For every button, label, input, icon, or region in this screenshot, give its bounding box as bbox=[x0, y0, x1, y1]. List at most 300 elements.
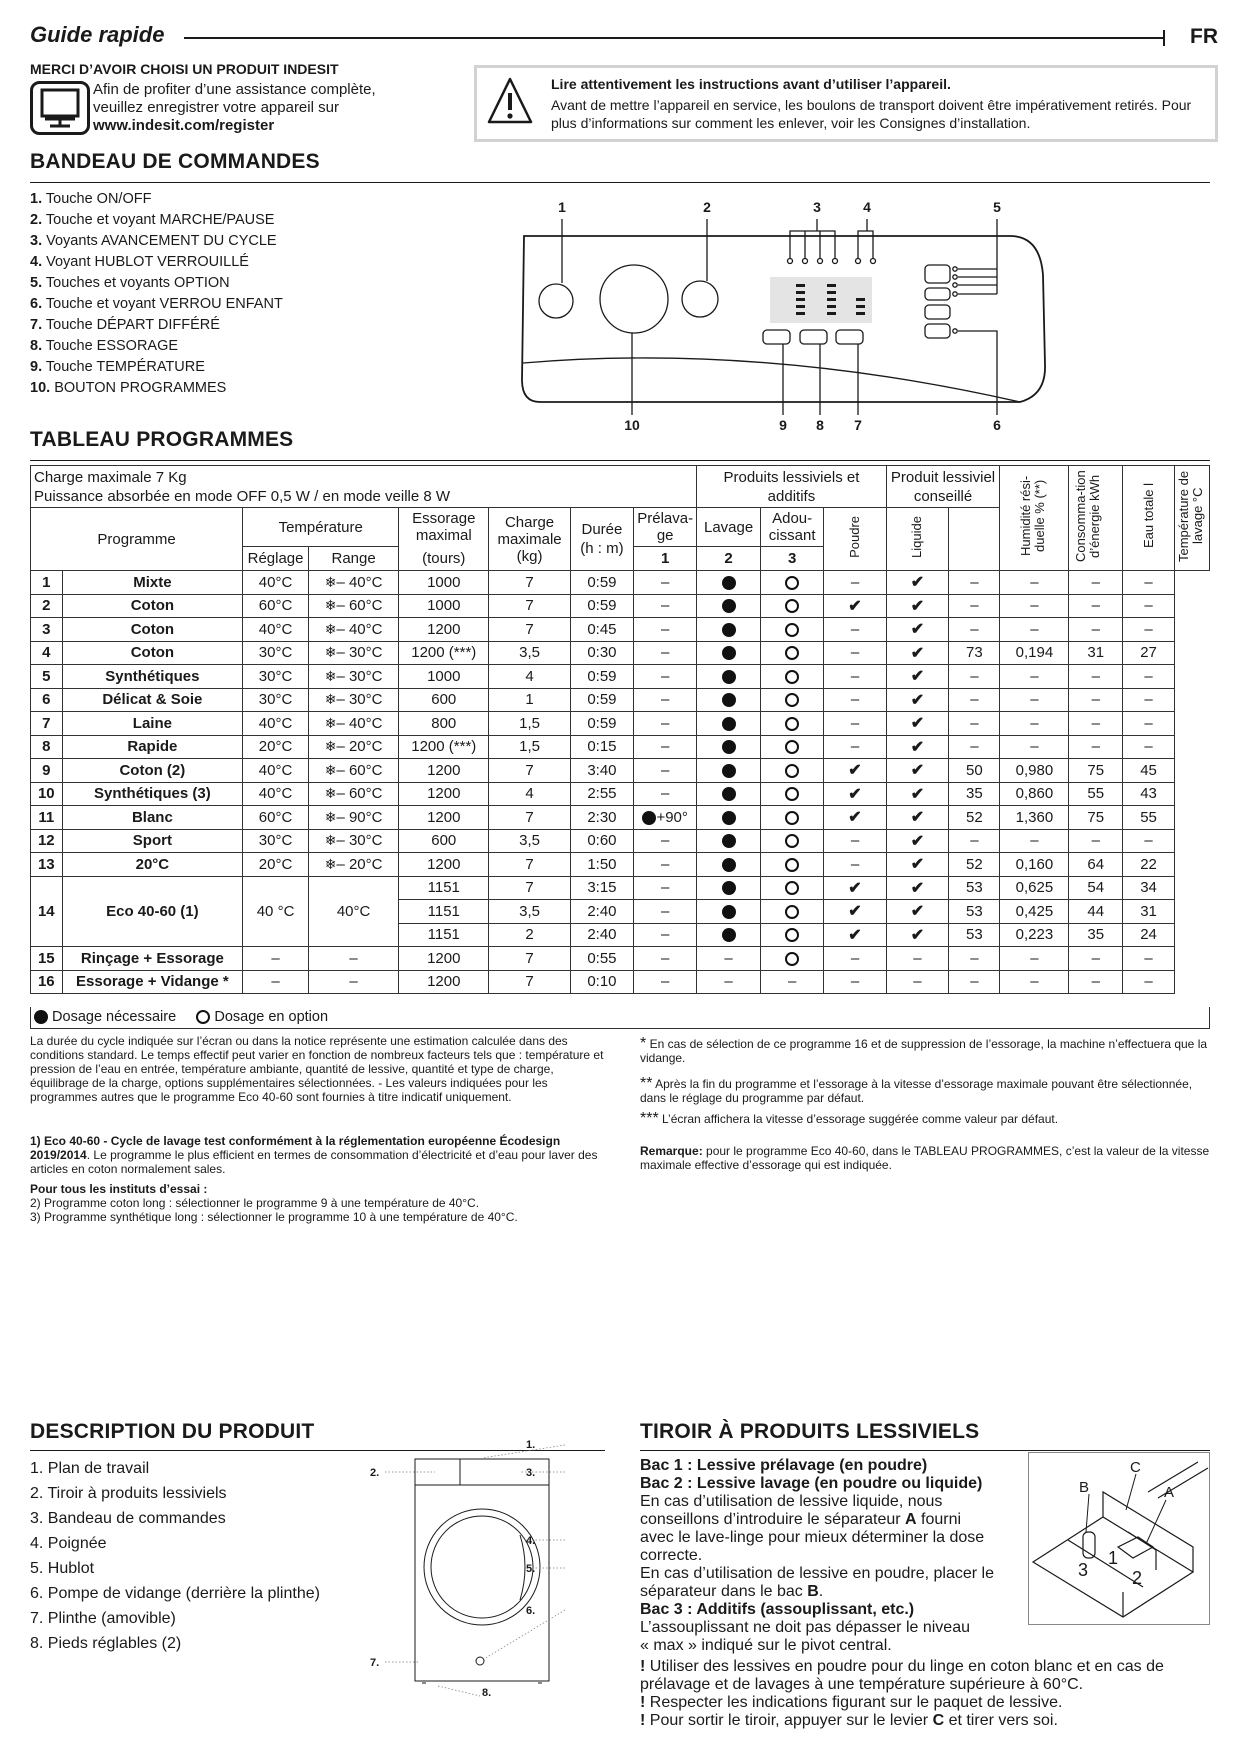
table-compartment-1: 1 bbox=[634, 547, 697, 571]
control-item: 2. Touche et voyant MARCHE/PAUSE bbox=[30, 212, 275, 228]
controls-section-title: BANDEAU DE COMMANDES bbox=[30, 150, 320, 173]
table-cell bbox=[760, 665, 824, 689]
table-cell: 7 bbox=[489, 876, 570, 900]
table-cell: 0:59 bbox=[570, 688, 633, 712]
table-wash-header: Lavage bbox=[697, 508, 761, 547]
table-cell bbox=[760, 735, 824, 759]
table-cell bbox=[697, 759, 761, 783]
table-cell bbox=[697, 594, 761, 618]
table-cell: Synthétiques (3) bbox=[62, 782, 243, 806]
table-cell: 1200 (***) bbox=[399, 641, 489, 665]
register-link[interactable]: www.indesit.com/register bbox=[93, 117, 275, 134]
cold-snowflake-icon: ❄ bbox=[324, 620, 337, 637]
test-note-1: 2) Programme coton long : sélectionner le programme 9 à une température de 40°C. bbox=[30, 1196, 480, 1210]
table-cell: 0,160 bbox=[1000, 853, 1069, 877]
table-cell: – bbox=[1000, 829, 1069, 853]
cold-snowflake-icon: ❄ bbox=[324, 667, 337, 684]
table-cell: 7 bbox=[489, 853, 570, 877]
table-section-title: TABLEAU PROGRAMMES bbox=[30, 428, 294, 451]
table-row bbox=[31, 947, 1210, 971]
table-cell: – bbox=[1069, 688, 1123, 712]
required-dose-icon bbox=[642, 811, 656, 825]
callout-3: 3 bbox=[813, 199, 821, 215]
callout-4: 4 bbox=[863, 199, 871, 215]
table-cell: – bbox=[949, 594, 1000, 618]
cold-snowflake-icon: ❄ bbox=[324, 785, 337, 802]
table-cell: – bbox=[308, 947, 398, 971]
table-duration-header: Durée (h : m) bbox=[570, 508, 633, 571]
table-cell: Mixte bbox=[62, 571, 243, 595]
cold-snowflake-icon: ❄ bbox=[324, 832, 337, 849]
table-cell: 40°C bbox=[243, 618, 309, 642]
check-icon: ✔ bbox=[910, 597, 925, 615]
bac2-title: Bac 2 : Lessive lavage (en poudre ou liquide) bbox=[640, 1475, 983, 1492]
table-cell bbox=[886, 806, 949, 830]
table-cell bbox=[824, 806, 886, 830]
control-item: 10. BOUTON PROGRAMMES bbox=[30, 380, 227, 396]
header-rule-cap bbox=[1163, 30, 1165, 46]
table-cell bbox=[697, 900, 761, 924]
table-cell: – bbox=[1000, 712, 1069, 736]
table-row bbox=[31, 782, 1210, 806]
table-cell bbox=[697, 618, 761, 642]
table-cell: – bbox=[1000, 970, 1069, 994]
table-cell: Coton (2) bbox=[62, 759, 243, 783]
warning-icon bbox=[487, 76, 533, 126]
table-prewash-header: Prélavage bbox=[634, 508, 697, 547]
check-icon: ✔ bbox=[910, 926, 925, 944]
table-compartment-2: 2 bbox=[697, 547, 761, 571]
table-cell bbox=[824, 594, 886, 618]
table-cell: Essorage + Vidange * bbox=[62, 970, 243, 994]
table-cell: 55 bbox=[1069, 782, 1123, 806]
table-cell: 15 bbox=[31, 947, 63, 971]
table-cell: 3,5 bbox=[489, 641, 570, 665]
table-cell: – bbox=[1123, 594, 1175, 618]
table-cell: 34 bbox=[1123, 876, 1175, 900]
table-cell: 22 bbox=[1123, 853, 1175, 877]
table-row bbox=[31, 641, 1210, 665]
table-cell bbox=[697, 829, 761, 853]
required-dose-icon bbox=[722, 905, 736, 919]
table-cell: 35 bbox=[949, 782, 1000, 806]
table-cell: 35 bbox=[1069, 923, 1123, 947]
table-cell: – bbox=[949, 735, 1000, 759]
footnote-1: * En cas de sélection de ce programme 16 et de suppression de l’essorage, la machine n’effectuera que la vidange. bbox=[640, 1035, 1208, 1065]
table-cell: 75 bbox=[1069, 806, 1123, 830]
cold-snowflake-icon: ❄ bbox=[324, 714, 337, 731]
table-cell bbox=[760, 759, 824, 783]
table-cell bbox=[824, 876, 886, 900]
table-cell: – bbox=[824, 641, 886, 665]
table-cell: – bbox=[1000, 735, 1069, 759]
legend-optional: Dosage en option bbox=[214, 1009, 329, 1025]
detergent-drawer-diagram bbox=[1028, 1452, 1210, 1625]
control-item: 7. Touche DÉPART DIFFÉRÉ bbox=[30, 317, 220, 333]
table-cell: 1200 (***) bbox=[399, 735, 489, 759]
table-cell: – bbox=[1000, 947, 1069, 971]
table-cell bbox=[760, 594, 824, 618]
table-cell: 73 bbox=[949, 641, 1000, 665]
table-cell bbox=[697, 876, 761, 900]
table-load-header: Charge maximale (kg) bbox=[489, 508, 570, 571]
table-cell: 7 bbox=[489, 759, 570, 783]
description-item: 3. Bandeau de commandes bbox=[30, 1510, 226, 1527]
callout-7: 7 bbox=[854, 417, 862, 433]
table-cell: – bbox=[634, 782, 697, 806]
table-cell: 1000 bbox=[399, 571, 489, 595]
table-cell bbox=[824, 900, 886, 924]
table-cell: 55 bbox=[1123, 806, 1175, 830]
table-cell: ❄– 60°C bbox=[308, 759, 398, 783]
check-icon: ✔ bbox=[910, 621, 925, 639]
drawer-label-A: A bbox=[1164, 1484, 1175, 1501]
check-icon: ✔ bbox=[910, 809, 925, 827]
table-cell: 600 bbox=[399, 829, 489, 853]
check-icon: ✔ bbox=[910, 832, 925, 850]
table-spin-header: Essorage maximal bbox=[399, 508, 489, 547]
table-cell: – bbox=[824, 947, 886, 971]
drawer-section-rule bbox=[640, 1450, 1210, 1451]
table-cell: +90° bbox=[634, 806, 697, 830]
table-legend bbox=[30, 1007, 1210, 1029]
table-cell: – bbox=[824, 853, 886, 877]
drawer-warning-2: ! Respecter les indications figurant sur le paquet de lessive. bbox=[640, 1694, 1063, 1711]
table-cell: 0,194 bbox=[1000, 641, 1069, 665]
table-cell: ❄– 60°C bbox=[308, 594, 398, 618]
cold-snowflake-icon: ❄ bbox=[324, 761, 337, 778]
table-row bbox=[31, 876, 1210, 900]
table-cell: ❄– 30°C bbox=[308, 641, 398, 665]
check-icon: ✔ bbox=[848, 809, 862, 827]
table-cell: 50 bbox=[949, 759, 1000, 783]
table-cell: – bbox=[634, 829, 697, 853]
register-text-line-1: Afin de profiter d’une assistance complète, bbox=[93, 81, 376, 98]
table-cell: ❄– 20°C bbox=[308, 853, 398, 877]
table-cell bbox=[886, 759, 949, 783]
table-cell bbox=[697, 712, 761, 736]
check-icon: ✔ bbox=[848, 597, 862, 615]
table-spin-unit-header: (tours) bbox=[399, 547, 489, 571]
table-cell: 3:40 bbox=[570, 759, 633, 783]
table-cell: 40 °C bbox=[243, 876, 309, 947]
optional-dose-icon bbox=[785, 787, 799, 801]
drawer-text: En cas d’utilisation de lessive en poudre, placer le bbox=[640, 1565, 994, 1582]
table-cell: 7 bbox=[489, 970, 570, 994]
washing-machine-diagram bbox=[360, 1440, 610, 1700]
table-cell: – bbox=[243, 970, 309, 994]
table-cell: – bbox=[949, 665, 1000, 689]
drawer-text: « max » indiqué sur le pivot central. bbox=[640, 1637, 892, 1654]
table-cell bbox=[697, 571, 761, 595]
table-cell: – bbox=[824, 618, 886, 642]
table-liquid-header: Liquide bbox=[886, 508, 949, 571]
table-cell: Sport bbox=[62, 829, 243, 853]
check-icon: ✔ bbox=[848, 926, 862, 944]
required-dose-icon bbox=[722, 787, 736, 801]
table-cell: – bbox=[1069, 947, 1123, 971]
table-cell: 8 bbox=[31, 735, 63, 759]
table-cell bbox=[760, 853, 824, 877]
required-dose-icon bbox=[722, 623, 736, 637]
optional-dose-icon bbox=[785, 881, 799, 895]
check-icon: ✔ bbox=[848, 879, 862, 897]
cycle-duration-note: La durée du cycle indiquée sur l’écran ou dans la notice représente une estimation calculée dans des conditions standard. Le temps effectif peut varier en fonction de nombreux facteurs tels que : température et pression de l’eau en entrée, température ambiante, quantité de lessive, quantité et type de charge, équilibrage de la charge, options supplémentaires sélectionnées. - Les valeurs indiquées pour les programmes autres que le programme Eco 40-60 sont fournies à titre indicatif uniquement. bbox=[30, 1034, 604, 1104]
table-cell: 1,5 bbox=[489, 735, 570, 759]
table-cell: – bbox=[308, 970, 398, 994]
table-cell: 0:55 bbox=[570, 947, 633, 971]
control-item: 8. Touche ESSORAGE bbox=[30, 338, 179, 354]
required-dose-icon bbox=[722, 717, 736, 731]
table-cell: – bbox=[1069, 618, 1123, 642]
table-cell: 43 bbox=[1123, 782, 1175, 806]
table-cell: 5 bbox=[31, 665, 63, 689]
required-dose-icon bbox=[722, 740, 736, 754]
table-cell: 7 bbox=[489, 594, 570, 618]
programme-table bbox=[30, 465, 1210, 994]
table-cell: Coton bbox=[62, 618, 243, 642]
table-cell: 0,980 bbox=[1000, 759, 1069, 783]
check-icon: ✔ bbox=[910, 738, 925, 756]
table-cell: – bbox=[1069, 735, 1123, 759]
drawer-text: conseillons d’introduire le séparateur A fourni bbox=[640, 1511, 962, 1528]
table-cell: – bbox=[634, 759, 697, 783]
check-icon: ✔ bbox=[910, 903, 925, 921]
table-cell: Délicat & Soie bbox=[62, 688, 243, 712]
table-cell: 20°C bbox=[243, 853, 309, 877]
table-cell: – bbox=[634, 571, 697, 595]
table-cell: ❄– 30°C bbox=[308, 688, 398, 712]
register-text-line-2: veuillez enregistrer votre appareil sur bbox=[93, 99, 339, 116]
table-cell: 31 bbox=[1123, 900, 1175, 924]
table-powder-header: Poudre bbox=[824, 508, 886, 571]
table-cell: 1200 bbox=[399, 970, 489, 994]
washer-callout-8: 8. bbox=[482, 1687, 492, 1699]
table-cell: 4 bbox=[489, 665, 570, 689]
table-recommended-header: Produit lessiviel conseillé bbox=[886, 466, 1000, 508]
table-cell: – bbox=[634, 876, 697, 900]
required-dose-icon bbox=[722, 693, 736, 707]
table-cell: Laine bbox=[62, 712, 243, 736]
description-item: 2. Tiroir à produits lessiviels bbox=[30, 1485, 227, 1502]
table-programme-header: Programme bbox=[31, 508, 243, 571]
table-cell bbox=[886, 923, 949, 947]
table-cell: 1200 bbox=[399, 947, 489, 971]
table-cell bbox=[697, 641, 761, 665]
optional-dose-icon bbox=[785, 858, 799, 872]
callout-9: 9 bbox=[779, 417, 787, 433]
table-setting-header: Réglage bbox=[243, 547, 309, 571]
table-cell: – bbox=[824, 665, 886, 689]
drawer-label-B: B bbox=[1079, 1479, 1090, 1496]
table-cell: – bbox=[1123, 970, 1175, 994]
table-cell: – bbox=[1123, 618, 1175, 642]
table-cell bbox=[886, 900, 949, 924]
optional-dose-icon bbox=[785, 670, 799, 684]
table-cell: 30°C bbox=[243, 665, 309, 689]
cold-snowflake-icon: ❄ bbox=[324, 808, 337, 825]
cold-snowflake-icon: ❄ bbox=[324, 573, 337, 590]
table-cell bbox=[697, 735, 761, 759]
table-temperature-header: Température bbox=[243, 508, 399, 547]
table-cell: 9 bbox=[31, 759, 63, 783]
table-cell bbox=[697, 782, 761, 806]
callout-8: 8 bbox=[816, 417, 824, 433]
table-cell: 60°C bbox=[243, 594, 309, 618]
table-cell bbox=[886, 876, 949, 900]
table-cell: – bbox=[824, 829, 886, 853]
table-cell: 16 bbox=[31, 970, 63, 994]
table-cell: – bbox=[949, 688, 1000, 712]
table-cell: ❄– 40°C bbox=[308, 618, 398, 642]
check-icon: ✔ bbox=[910, 715, 925, 733]
table-cell: 2:55 bbox=[570, 782, 633, 806]
optional-dose-icon bbox=[785, 693, 799, 707]
table-cell bbox=[760, 618, 824, 642]
table-humidity-header: Humidité rési-duelle % (**) bbox=[1000, 466, 1069, 571]
cold-snowflake-icon: ❄ bbox=[324, 644, 337, 661]
cold-snowflake-icon: ❄ bbox=[324, 855, 337, 872]
table-cell: 1000 bbox=[399, 594, 489, 618]
table-cell: – bbox=[824, 712, 886, 736]
controls-section-rule bbox=[30, 182, 1210, 183]
table-cell: – bbox=[634, 688, 697, 712]
table-cell: – bbox=[634, 923, 697, 947]
table-cell bbox=[760, 688, 824, 712]
table-cell: 24 bbox=[1123, 923, 1175, 947]
table-cell: 2:40 bbox=[570, 900, 633, 924]
table-cell: – bbox=[634, 947, 697, 971]
callout-2: 2 bbox=[703, 199, 711, 215]
control-panel-diagram bbox=[500, 195, 1060, 435]
test-note-2: 3) Programme synthétique long : sélectionner le programme 10 à une température de 40°C. bbox=[30, 1210, 518, 1224]
table-cell: 40°C bbox=[243, 571, 309, 595]
table-cell: 1200 bbox=[399, 618, 489, 642]
table-cell bbox=[697, 688, 761, 712]
table-cell: ❄– 40°C bbox=[308, 571, 398, 595]
table-cell: 0:10 bbox=[570, 970, 633, 994]
language-code: FR bbox=[1190, 25, 1218, 48]
table-range-header: Range bbox=[308, 547, 398, 571]
table-cell: – bbox=[949, 947, 1000, 971]
table-cell: 7 bbox=[489, 806, 570, 830]
table-cell: 3,5 bbox=[489, 829, 570, 853]
table-cell bbox=[697, 806, 761, 830]
optional-dose-icon bbox=[785, 576, 799, 590]
table-cell: – bbox=[634, 735, 697, 759]
table-cell: 60°C bbox=[243, 806, 309, 830]
table-cell: 20°C bbox=[243, 735, 309, 759]
table-cell bbox=[760, 829, 824, 853]
table-cell: 53 bbox=[949, 923, 1000, 947]
table-cell: 0:30 bbox=[570, 641, 633, 665]
table-cell: – bbox=[634, 594, 697, 618]
required-dose-icon bbox=[722, 764, 736, 778]
safety-title: Lire attentivement les instructions avant d’utiliser l’appareil. bbox=[551, 76, 951, 92]
table-cell: 1200 bbox=[399, 853, 489, 877]
table-cell: 52 bbox=[949, 853, 1000, 877]
table-cell bbox=[824, 782, 886, 806]
table-cell: ❄– 90°C bbox=[308, 806, 398, 830]
table-cell: 7 bbox=[489, 618, 570, 642]
table-cell bbox=[886, 641, 949, 665]
table-cell: Rapide bbox=[62, 735, 243, 759]
table-cell bbox=[886, 594, 949, 618]
table-cell: 75 bbox=[1069, 759, 1123, 783]
optional-dose-icon bbox=[785, 905, 799, 919]
table-cell: – bbox=[1123, 665, 1175, 689]
required-dose-icon bbox=[722, 646, 736, 660]
required-dose-icon bbox=[722, 670, 736, 684]
table-cell: 2 bbox=[31, 594, 63, 618]
table-cell: 52 bbox=[949, 806, 1000, 830]
table-cell: 1000 bbox=[399, 665, 489, 689]
table-row bbox=[31, 735, 1210, 759]
drawer-warning-1: ! Utiliser des lessives en poudre pour du linge en coton blanc et en cas de bbox=[640, 1658, 1164, 1675]
table-row bbox=[31, 806, 1210, 830]
table-cell: – bbox=[243, 947, 309, 971]
table-cell: – bbox=[824, 688, 886, 712]
bac1-title: Bac 1 : Lessive prélavage (en poudre) bbox=[640, 1457, 928, 1474]
drawer-text: avec le lave-linge pour mieux déterminer la dose bbox=[640, 1529, 985, 1546]
table-cell: 40°C bbox=[308, 876, 398, 947]
table-cell: – bbox=[1069, 712, 1123, 736]
table-cell: ❄– 30°C bbox=[308, 829, 398, 853]
table-cell: 4 bbox=[489, 782, 570, 806]
table-cell: 4 bbox=[31, 641, 63, 665]
table-cell: – bbox=[1000, 688, 1069, 712]
table-cell: 44 bbox=[1069, 900, 1123, 924]
table-cell: Rinçage + Essorage bbox=[62, 947, 243, 971]
thanks-title: MERCI D’AVOIR CHOISI UN PRODUIT INDESIT bbox=[30, 61, 339, 77]
required-dose-icon bbox=[722, 881, 736, 895]
washer-callout-4: 4. bbox=[526, 1535, 536, 1547]
table-cell: – bbox=[1123, 735, 1175, 759]
washer-callout-2: 2. bbox=[370, 1467, 380, 1479]
control-item: 1. Touche ON/OFF bbox=[30, 191, 152, 207]
table-cell: – bbox=[634, 853, 697, 877]
callout-5: 5 bbox=[993, 199, 1001, 215]
table-cell: – bbox=[949, 571, 1000, 595]
table-charge-header: Charge maximale 7 Kg Puissance absorbée en mode OFF 0,5 W / en mode veille 8 W bbox=[31, 466, 697, 508]
table-cell: – bbox=[1000, 571, 1069, 595]
table-cell: 0:59 bbox=[570, 665, 633, 689]
table-compartment-3: 3 bbox=[760, 547, 824, 571]
washer-callout-3: 3. bbox=[526, 1467, 536, 1479]
table-cell bbox=[697, 665, 761, 689]
table-row bbox=[31, 594, 1210, 618]
table-cell: 0:59 bbox=[570, 712, 633, 736]
optional-dose-icon bbox=[785, 834, 799, 848]
table-cell: 1 bbox=[489, 688, 570, 712]
table-cell: 0,625 bbox=[1000, 876, 1069, 900]
table-cell: – bbox=[1000, 618, 1069, 642]
drawer-section-title: TIROIR À PRODUITS LESSIVIELS bbox=[640, 1420, 980, 1443]
table-energy-header: Consomma-tion d’énergie kWh bbox=[1069, 466, 1123, 571]
table-cell: 45 bbox=[1123, 759, 1175, 783]
table-row bbox=[31, 665, 1210, 689]
table-cell: – bbox=[1069, 665, 1123, 689]
table-row bbox=[31, 853, 1210, 877]
drawer-text: L’assouplissant ne doit pas dépasser le niveau bbox=[640, 1619, 970, 1636]
test-institutes-title: Pour tous les instituts d’essai : bbox=[30, 1182, 208, 1196]
optional-dose-icon bbox=[785, 623, 799, 637]
table-cell: 1200 bbox=[399, 806, 489, 830]
table-cell: 0,223 bbox=[1000, 923, 1069, 947]
table-cell: 30°C bbox=[243, 829, 309, 853]
table-cell bbox=[886, 618, 949, 642]
description-item: 4. Poignée bbox=[30, 1535, 107, 1552]
